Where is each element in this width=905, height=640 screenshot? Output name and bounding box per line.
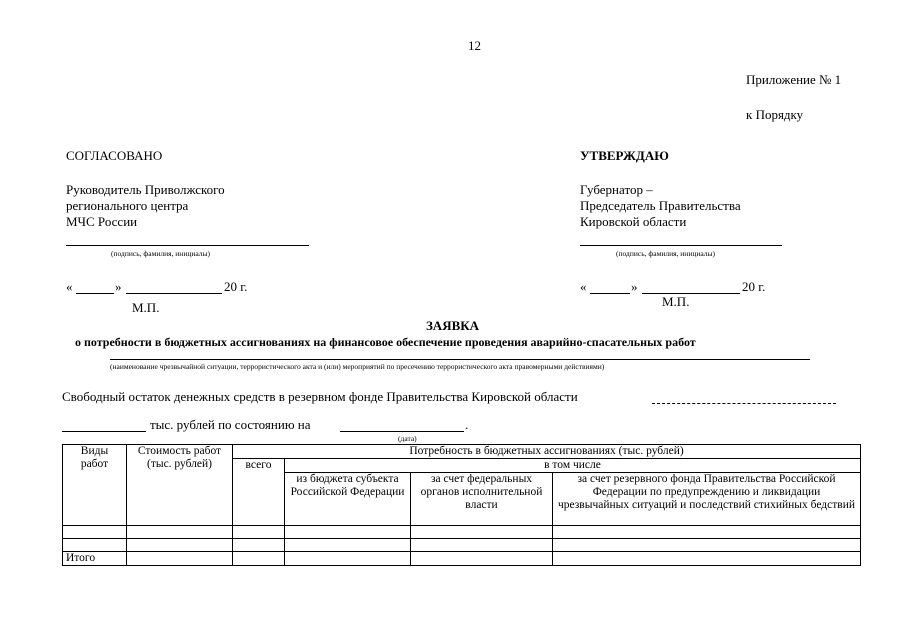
table-cell[interactable] xyxy=(411,552,553,566)
approved-day-line xyxy=(590,293,630,294)
balance-as-of-text: тыс. рублей по состоянию на xyxy=(150,417,311,432)
agreed-line: Руководитель Приволжского xyxy=(66,182,225,197)
header-subject-budget: из бюджета субъекта Российской Федерации xyxy=(285,473,411,526)
agreed-month-line xyxy=(126,293,222,294)
table-total-row xyxy=(63,552,861,566)
agreed-signature-line xyxy=(66,245,309,246)
agreed-position xyxy=(66,182,225,230)
header-federal-bodies: за счет федеральных органов исполнительной власти xyxy=(411,473,553,526)
balance-date-caption: (дата) xyxy=(398,434,417,443)
appendix-label: Приложение № 1 xyxy=(746,72,842,87)
table-cell[interactable] xyxy=(233,539,285,552)
agreed-date-close: » xyxy=(115,279,122,294)
approved-signature-caption: (подпись, фамилия, инициалы) xyxy=(616,249,716,258)
balance-period: . xyxy=(465,417,469,432)
agreed-signature-caption: (подпись, фамилия, инициалы) xyxy=(111,249,211,258)
situation-name-line xyxy=(110,359,810,360)
header-work-cost: Стоимость работ (тыс. рублей) xyxy=(127,445,233,526)
appendix-order: к Порядку xyxy=(746,107,804,122)
header-total: всего xyxy=(233,459,285,526)
table-cell[interactable] xyxy=(127,552,233,566)
document-title: ЗАЯВКА xyxy=(425,318,480,333)
agreed-line: МЧС России xyxy=(66,214,138,229)
approved-line: Губернатор – xyxy=(580,182,653,197)
table-cell[interactable] xyxy=(411,539,553,552)
agreed-stamp: М.П. xyxy=(132,300,160,315)
table-cell[interactable] xyxy=(63,539,127,552)
approved-month-line xyxy=(642,293,740,294)
agreed-year: 20 г. xyxy=(224,279,248,294)
header-including: в том числе xyxy=(285,459,861,473)
approved-position xyxy=(580,182,741,230)
approved-year: 20 г. xyxy=(742,279,766,294)
table-row xyxy=(63,526,861,539)
approved-line: Кировской области xyxy=(580,214,687,229)
header-need: Потребность в бюджетных ассигнованиях (тыс. рублей) xyxy=(233,445,861,459)
agreed-line: регионального центра xyxy=(66,198,189,213)
situation-name-caption: (наименование чрезвычайной ситуации, террористического акта и (или) мероприятий по пресечению террористического акта правомерными действиями) xyxy=(110,362,605,371)
balance-text: Свободный остаток денежных средств в резервном фонде Правительства Кировской области xyxy=(62,389,578,404)
table-cell[interactable] xyxy=(285,526,411,539)
header-reserve-fund: за счет резервного фонда Правительства Российской Федерации по предупреждению и ликвидации чрезвычайных ситуаций и последствий стихийных бедствий xyxy=(553,473,861,526)
approved-heading: УТВЕРЖДАЮ xyxy=(580,148,669,163)
document-subtitle: о потребности в бюджетных ассигнованиях на финансовое обеспечение проведения аварийно-спасательных работ xyxy=(75,335,696,349)
table-cell[interactable] xyxy=(127,539,233,552)
agreed-date-open: « xyxy=(66,279,73,294)
approved-stamp: М.П. xyxy=(662,294,690,309)
appropriations-table xyxy=(62,444,861,566)
approved-date-open: « xyxy=(580,279,587,294)
table-cell[interactable] xyxy=(127,526,233,539)
total-label: Итого xyxy=(63,552,127,566)
table-header-row xyxy=(63,445,861,459)
table-cell[interactable] xyxy=(285,539,411,552)
table-cell[interactable] xyxy=(553,552,861,566)
approved-signature-line xyxy=(580,245,782,246)
table-cell[interactable] xyxy=(233,526,285,539)
balance-sum-line xyxy=(62,431,146,432)
table-cell[interactable] xyxy=(553,539,861,552)
table-row xyxy=(63,539,861,552)
table-cell[interactable] xyxy=(553,526,861,539)
balance-date-line xyxy=(340,431,464,432)
agreed-heading: СОГЛАСОВАНО xyxy=(66,148,163,163)
approved-date-close: » xyxy=(631,279,638,294)
table-cell[interactable] xyxy=(285,552,411,566)
page-number: 12 xyxy=(468,38,481,53)
agreed-day-line xyxy=(76,293,114,294)
header-work-types: Виды работ xyxy=(63,445,127,526)
table-cell[interactable] xyxy=(233,552,285,566)
table-cell[interactable] xyxy=(411,526,553,539)
approved-line: Председатель Правительства xyxy=(580,198,741,213)
table-cell[interactable] xyxy=(63,526,127,539)
balance-amount-line xyxy=(652,403,836,404)
